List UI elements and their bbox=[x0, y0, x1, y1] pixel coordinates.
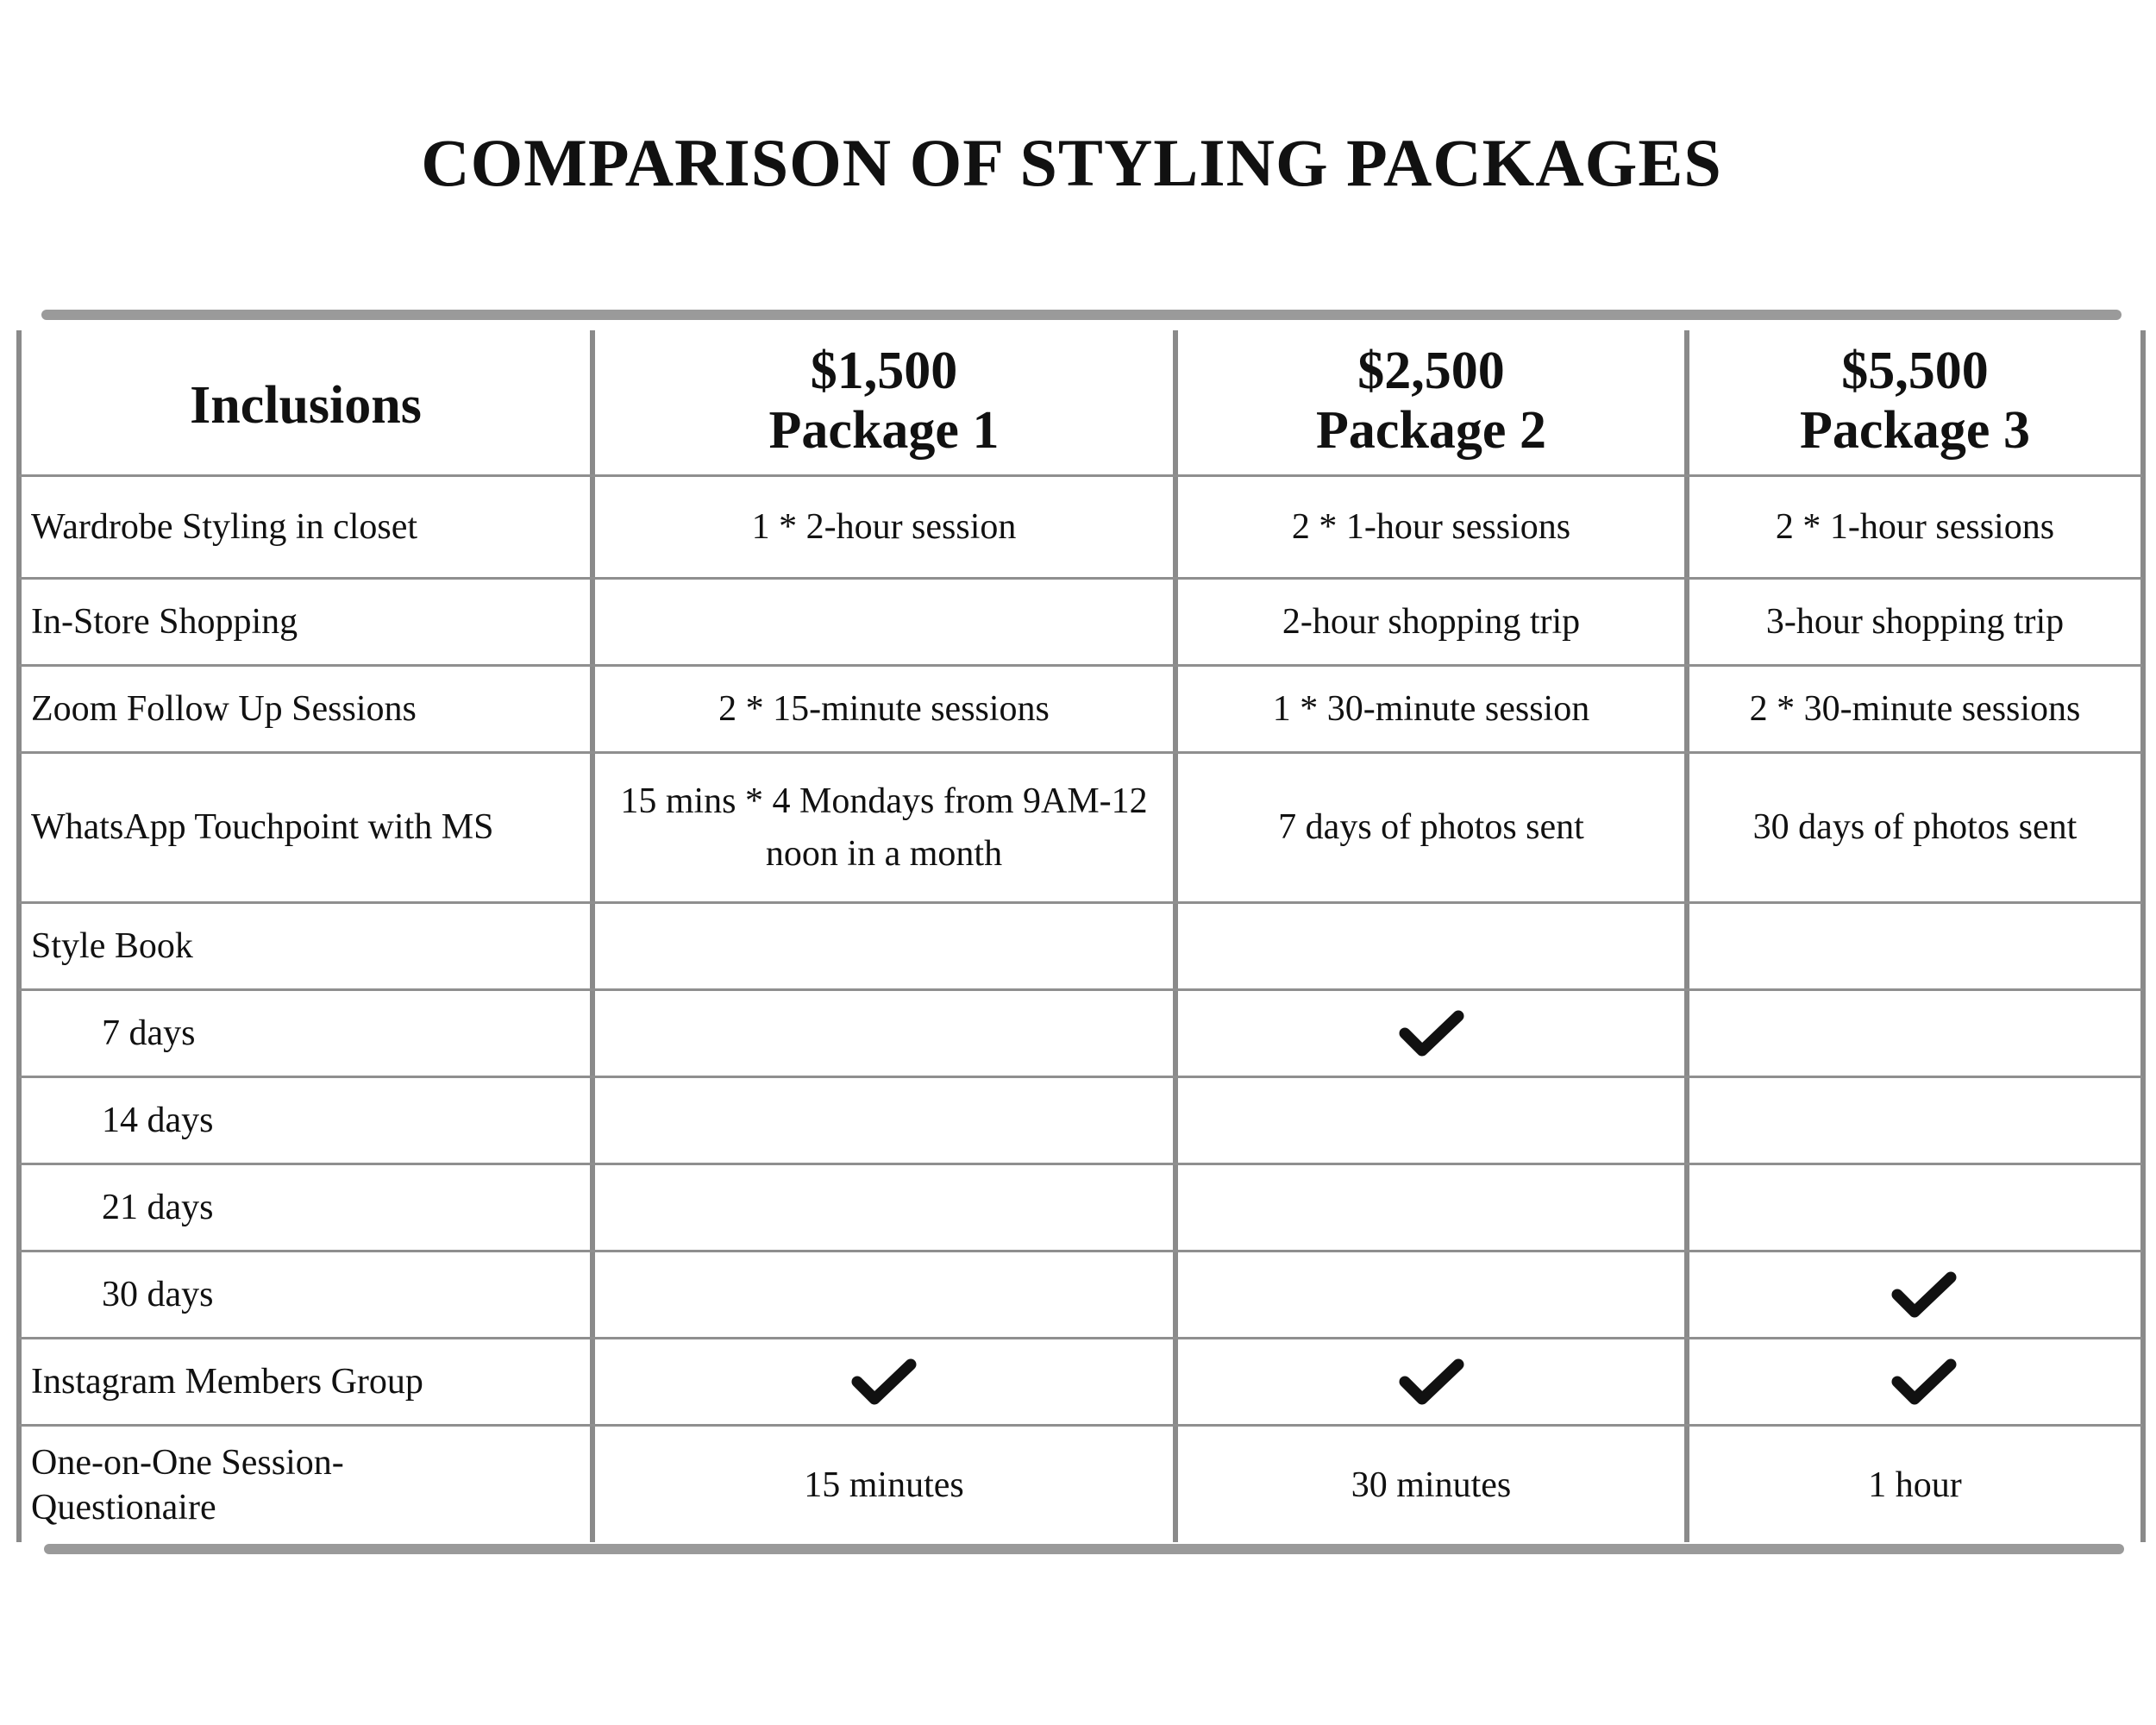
row-label-whatsapp: WhatsApp Touchpoint with MS bbox=[31, 807, 494, 848]
cell-shopping-package-3: 3-hour shopping trip bbox=[1765, 601, 2065, 642]
row-label-zoom-follow-up: Zoom Follow Up Sessions bbox=[31, 688, 417, 729]
row-label-style-book: Style Book bbox=[31, 925, 193, 966]
package-3-price: $5,500 bbox=[1841, 341, 1989, 400]
checkmark-icon bbox=[1890, 1269, 1958, 1320]
header-package-3 bbox=[1689, 328, 2140, 474]
cell-shopping-package-2: 2-hour shopping trip bbox=[1282, 601, 1581, 642]
cell-instagram-package-2 bbox=[1178, 1339, 1684, 1424]
row-label-21-days: 21 days bbox=[102, 1187, 214, 1227]
cell-whatsapp-package-2: 7 days of photos sent bbox=[1278, 807, 1584, 848]
package-2-name: Package 2 bbox=[1316, 401, 1546, 460]
cell-whatsapp-package-1: 15 mins * 4 Mondays from 9AM-12 noon in a month bbox=[620, 781, 1148, 874]
header-package-1 bbox=[595, 328, 1173, 474]
checkmark-icon bbox=[1890, 1356, 1958, 1408]
header-package-2 bbox=[1178, 328, 1684, 474]
table-bottom-rule bbox=[44, 1544, 2124, 1554]
cell-wardrobe-package-3: 2 * 1-hour sessions bbox=[1775, 506, 2055, 547]
row-label-instagram: Instagram Members Group bbox=[31, 1361, 423, 1402]
row-label-7-days: 7 days bbox=[102, 1013, 196, 1053]
table-top-rule bbox=[41, 310, 2122, 320]
header-inclusions bbox=[22, 338, 590, 474]
row-label-wardrobe-styling: Wardrobe Styling in closet bbox=[31, 506, 418, 547]
checkmark-icon bbox=[1398, 1356, 1465, 1408]
column-rule-right bbox=[2140, 330, 2146, 1542]
cell-one-on-one-package-1: 15 minutes bbox=[804, 1465, 964, 1505]
cell-7-days-package-2 bbox=[1178, 991, 1684, 1076]
cell-shopping-package-1 bbox=[595, 580, 1173, 664]
cell-zoom-package-1: 2 * 15-minute sessions bbox=[718, 688, 1050, 729]
row-label-in-store-shopping: In-Store Shopping bbox=[31, 601, 298, 642]
package-1-price: $1,500 bbox=[810, 341, 958, 400]
checkmark-icon bbox=[1398, 1007, 1465, 1059]
cell-zoom-package-3: 2 * 30-minute sessions bbox=[1749, 688, 2081, 729]
checkmark-icon bbox=[850, 1356, 918, 1408]
cell-instagram-package-3 bbox=[1689, 1339, 2140, 1424]
cell-whatsapp-package-3: 30 days of photos sent bbox=[1752, 807, 2078, 848]
cell-wardrobe-package-2: 2 * 1-hour sessions bbox=[1291, 506, 1571, 547]
cell-30-days-package-3 bbox=[1689, 1252, 2140, 1337]
package-2-price: $2,500 bbox=[1357, 341, 1505, 400]
cell-wardrobe-package-1: 1 * 2-hour session bbox=[751, 506, 1017, 547]
row-label-14-days: 14 days bbox=[102, 1100, 214, 1140]
cell-zoom-package-2: 1 * 30-minute session bbox=[1272, 688, 1590, 729]
cell-instagram-package-1 bbox=[595, 1339, 1173, 1424]
cell-one-on-one-package-2: 30 minutes bbox=[1351, 1465, 1512, 1505]
row-label-30-days: 30 days bbox=[102, 1274, 214, 1314]
package-1-name: Package 1 bbox=[768, 401, 1000, 460]
package-3-name: Package 3 bbox=[1800, 401, 2030, 460]
cell-one-on-one-package-3: 1 hour bbox=[1868, 1465, 1962, 1505]
header-inclusions-label: Inclusions bbox=[190, 376, 422, 436]
page-title: COMPARISON OF STYLING PACKAGES bbox=[421, 125, 1722, 200]
row-label-one-on-one: One-on-One Session-Questionaire bbox=[31, 1442, 344, 1527]
